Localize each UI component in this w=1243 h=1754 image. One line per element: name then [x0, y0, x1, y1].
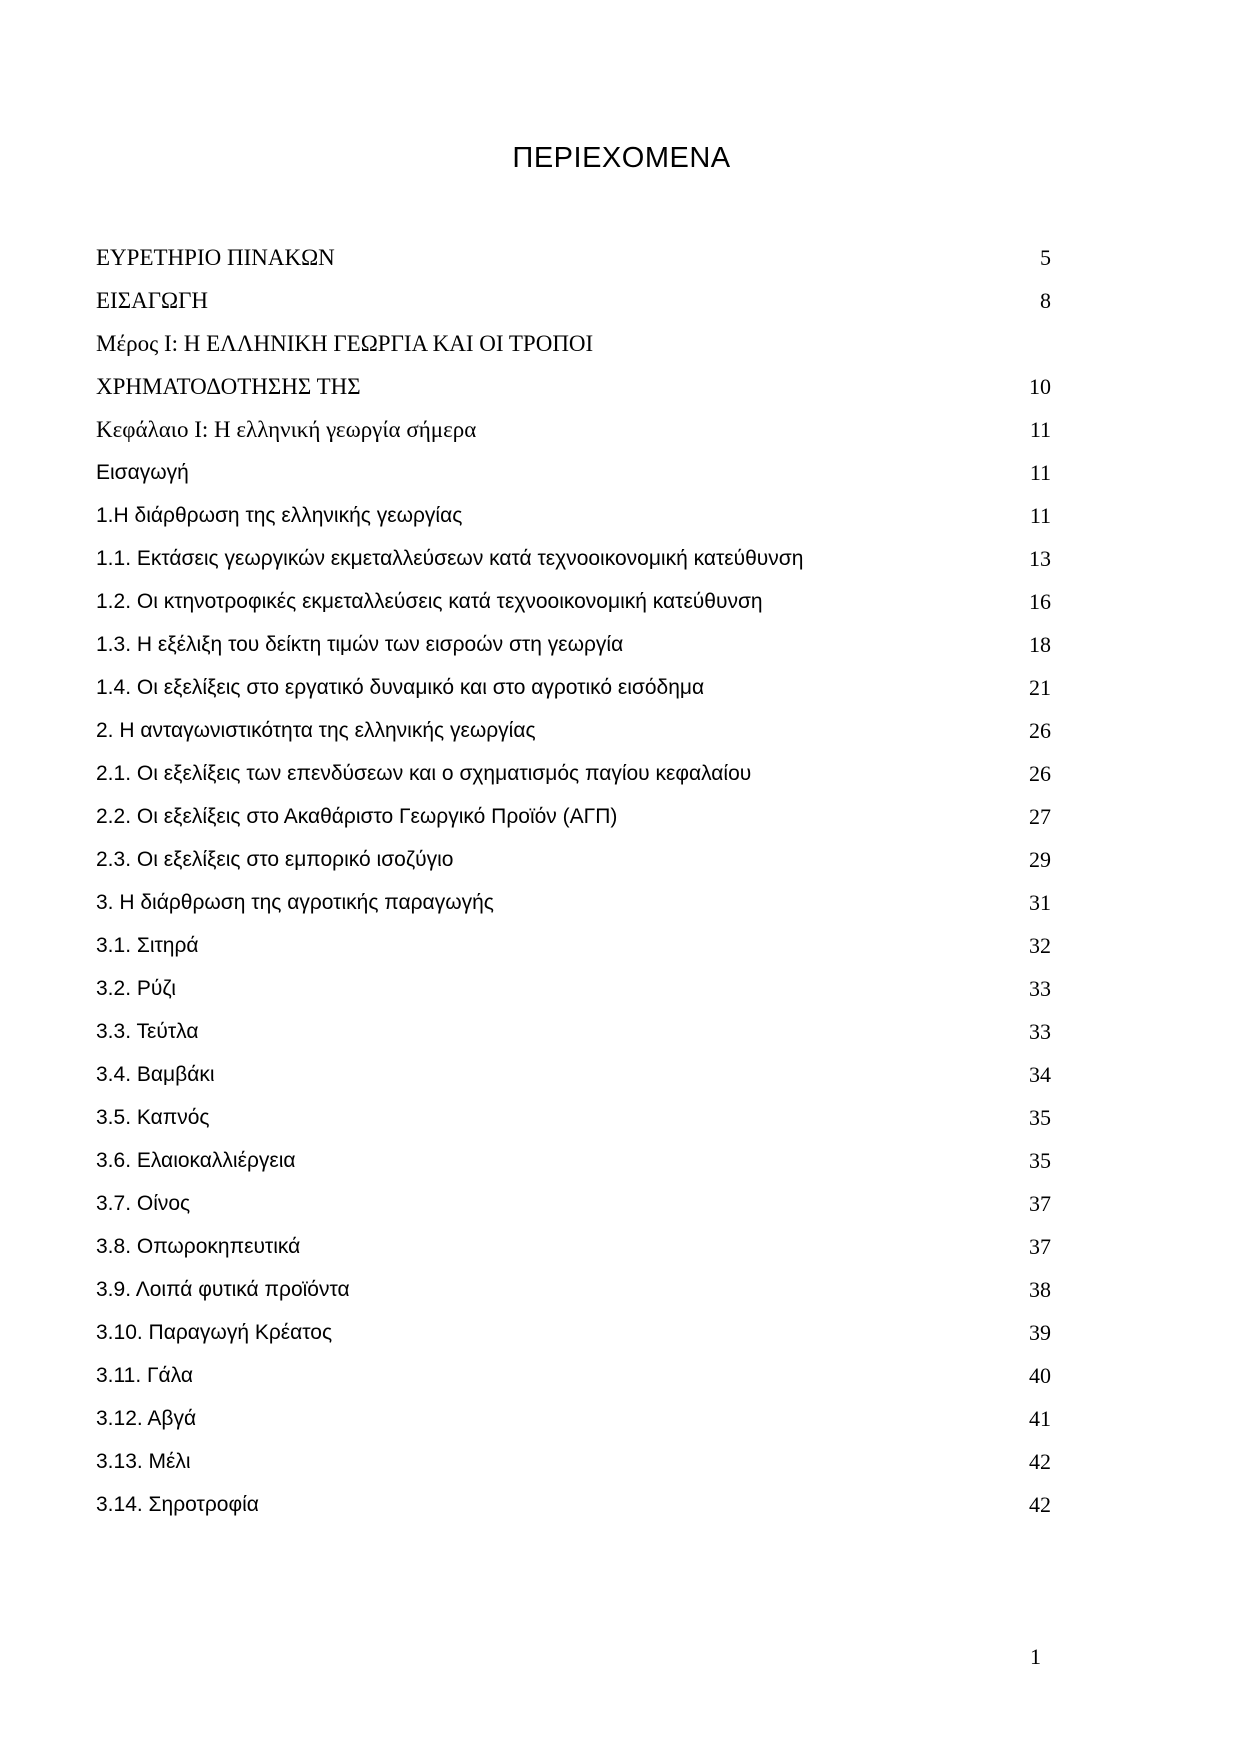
toc-entry-label: 3.10. Παραγωγή Κρέατος — [96, 1320, 333, 1344]
page-number: 1 — [1030, 1644, 1041, 1669]
page-title: ΠΕΡΙΕΧΟΜΕΝΑ — [512, 142, 731, 174]
toc-entry[interactable] — [96, 1440, 1051, 1483]
toc-entry-page-number: 27 — [1029, 803, 1051, 829]
toc-entry-label: 3.13. Μέλι — [96, 1449, 191, 1473]
toc-entry-page-number: 11 — [1029, 502, 1051, 528]
toc-entry-page-number: 16 — [1029, 588, 1051, 614]
toc-entry[interactable] — [96, 795, 1051, 838]
toc-entry-label: 3.3. Τεύτλα — [96, 1019, 199, 1043]
toc-entry[interactable] — [96, 924, 1051, 967]
toc-entry-label: ΕΥΡΕΤΗΡΙΟ ΠΙΝΑΚΩΝ — [96, 244, 335, 270]
toc-entry[interactable] — [96, 838, 1051, 881]
table-of-contents — [96, 236, 1051, 1526]
toc-entry[interactable] — [96, 666, 1051, 709]
toc-entry-page-number: 18 — [1029, 631, 1051, 657]
toc-entry-page-number: 39 — [1029, 1319, 1051, 1345]
toc-entry[interactable] — [96, 580, 1051, 623]
toc-entry-page-number: 37 — [1029, 1233, 1051, 1259]
toc-entry[interactable] — [96, 1225, 1051, 1268]
toc-entry[interactable] — [96, 709, 1051, 752]
toc-entry-label: 3. Η διάρθρωση της αγροτικής παραγωγής — [96, 890, 494, 914]
toc-entry[interactable] — [96, 236, 1051, 279]
toc-entry-label: 1.Η διάρθρωση της ελληνικής γεωργίας — [96, 503, 463, 527]
toc-entry[interactable] — [96, 1311, 1051, 1354]
toc-entry-page-number: 40 — [1029, 1362, 1051, 1388]
toc-entry[interactable] — [96, 1354, 1051, 1397]
toc-entry-label: 3.9. Λοιπά φυτικά προϊόντα — [96, 1277, 350, 1301]
toc-entry-label: 3.2. Ρύζι — [96, 976, 176, 1000]
toc-entry[interactable] — [96, 623, 1051, 666]
toc-entry-label: 3.14. Σηροτροφία — [96, 1492, 259, 1516]
toc-entry-page-number: 10 — [1029, 373, 1051, 399]
toc-entry-label: 3.7. Οίνος — [96, 1191, 191, 1215]
toc-entry-page-number: 37 — [1029, 1190, 1051, 1216]
toc-entry-page-number: 38 — [1029, 1276, 1051, 1302]
toc-entry-page-number: 32 — [1029, 932, 1051, 958]
toc-entry-page-number: 35 — [1029, 1104, 1051, 1130]
toc-entry-page-number: 11 — [1029, 459, 1051, 485]
toc-entry-label: 2.1. Οι εξελίξεις των επενδύσεων και ο σχηματισμός παγίου κεφαλαίου — [96, 761, 752, 785]
toc-entry-label: 3.8. Οπωροκηπευτικά — [96, 1234, 301, 1258]
toc-entry-label: 1.1. Εκτάσεις γεωργικών εκμεταλλεύσεων κατά τεχνοοικονομική κατεύθυνση — [96, 546, 804, 570]
toc-entry-label: 2.2. Οι εξελίξεις στο Ακαθάριστο Γεωργικό Προϊόν (ΑΓΠ) — [96, 804, 618, 828]
toc-entry[interactable] — [96, 1268, 1051, 1311]
toc-entry[interactable] — [96, 365, 1051, 408]
toc-entry-label: Κεφάλαιο Ι: Η ελληνική γεωργία σήμερα — [96, 416, 477, 442]
toc-entry-page-number: 35 — [1029, 1147, 1051, 1173]
toc-entry[interactable] — [96, 1397, 1051, 1440]
toc-entry-page-number: 13 — [1029, 545, 1051, 571]
toc-entry-page-number: 11 — [1029, 416, 1051, 442]
toc-entry[interactable] — [96, 1483, 1051, 1526]
toc-entry-page-number: 34 — [1029, 1061, 1051, 1087]
toc-entry[interactable] — [96, 881, 1051, 924]
toc-entry-page-number: 31 — [1029, 889, 1051, 915]
toc-entry[interactable] — [96, 1010, 1051, 1053]
toc-entry-label: 2.3. Οι εξελίξεις στο εμπορικό ισοζύγιο — [96, 847, 454, 871]
toc-entry[interactable] — [96, 494, 1051, 537]
toc-entry-page-number: 26 — [1029, 760, 1051, 786]
toc-entry-label: 1.2. Οι κτηνοτροφικές εκμεταλλεύσεις κατά τεχνοοικονομική κατεύθυνση — [96, 589, 763, 613]
toc-entry-page-number: 42 — [1029, 1448, 1051, 1474]
toc-entry-page-number: 5 — [1040, 244, 1051, 270]
toc-entry[interactable] — [96, 408, 1051, 451]
toc-entry-label: ΕΙΣΑΓΩΓΗ — [96, 287, 209, 313]
toc-entry-page-number: 26 — [1029, 717, 1051, 743]
toc-entry-label: 1.3. Η εξέλιξη του δείκτη τιμών των εισροών στη γεωργία — [96, 632, 624, 656]
toc-entry[interactable] — [96, 322, 1051, 365]
toc-entry[interactable] — [96, 752, 1051, 795]
toc-entry-page-number: 33 — [1029, 975, 1051, 1001]
toc-entry[interactable] — [96, 1096, 1051, 1139]
toc-entry-page-number: 42 — [1029, 1491, 1051, 1517]
toc-entry-label: 1.4. Οι εξελίξεις στο εργατικό δυναμικό και στο αγροτικό εισόδημα — [96, 675, 705, 699]
toc-entry-page-number: 21 — [1029, 674, 1051, 700]
toc-entry-label: 3.11. Γάλα — [96, 1363, 194, 1387]
toc-entry[interactable] — [96, 279, 1051, 322]
toc-entry[interactable] — [96, 1053, 1051, 1096]
toc-entry-label: ΧΡΗΜΑΤΟΔΟΤΗΣΗΣ ΤΗΣ — [96, 373, 361, 399]
toc-entry-label: Εισαγωγή — [96, 460, 189, 484]
toc-entry-page-number: 29 — [1029, 846, 1051, 872]
toc-entry-page-number: 8 — [1040, 287, 1051, 313]
toc-entry-label: 3.5. Καπνός — [96, 1105, 210, 1129]
toc-entry[interactable] — [96, 1139, 1051, 1182]
toc-entry[interactable] — [96, 1182, 1051, 1225]
toc-entry[interactable] — [96, 537, 1051, 580]
toc-entry-page-number: 41 — [1029, 1405, 1051, 1431]
toc-entry-label: Μέρος Ι: Η ΕΛΛΗΝΙΚΗ ΓΕΩΡΓΙΑ ΚΑΙ ΟΙ ΤΡΟΠΟΙ — [96, 330, 594, 356]
toc-entry-label: 3.12. Αβγά — [96, 1406, 197, 1430]
toc-entry-label: 3.1. Σιτηρά — [96, 933, 199, 957]
toc-entry-label: 2. Η ανταγωνιστικότητα της ελληνικής γεωργίας — [96, 718, 536, 742]
toc-entry[interactable] — [96, 451, 1051, 494]
toc-entry-label: 3.6. Ελαιοκαλλιέργεια — [96, 1148, 296, 1172]
toc-entry-label: 3.4. Βαμβάκι — [96, 1062, 215, 1086]
toc-entry[interactable] — [96, 967, 1051, 1010]
toc-entry-page-number: 33 — [1029, 1018, 1051, 1044]
